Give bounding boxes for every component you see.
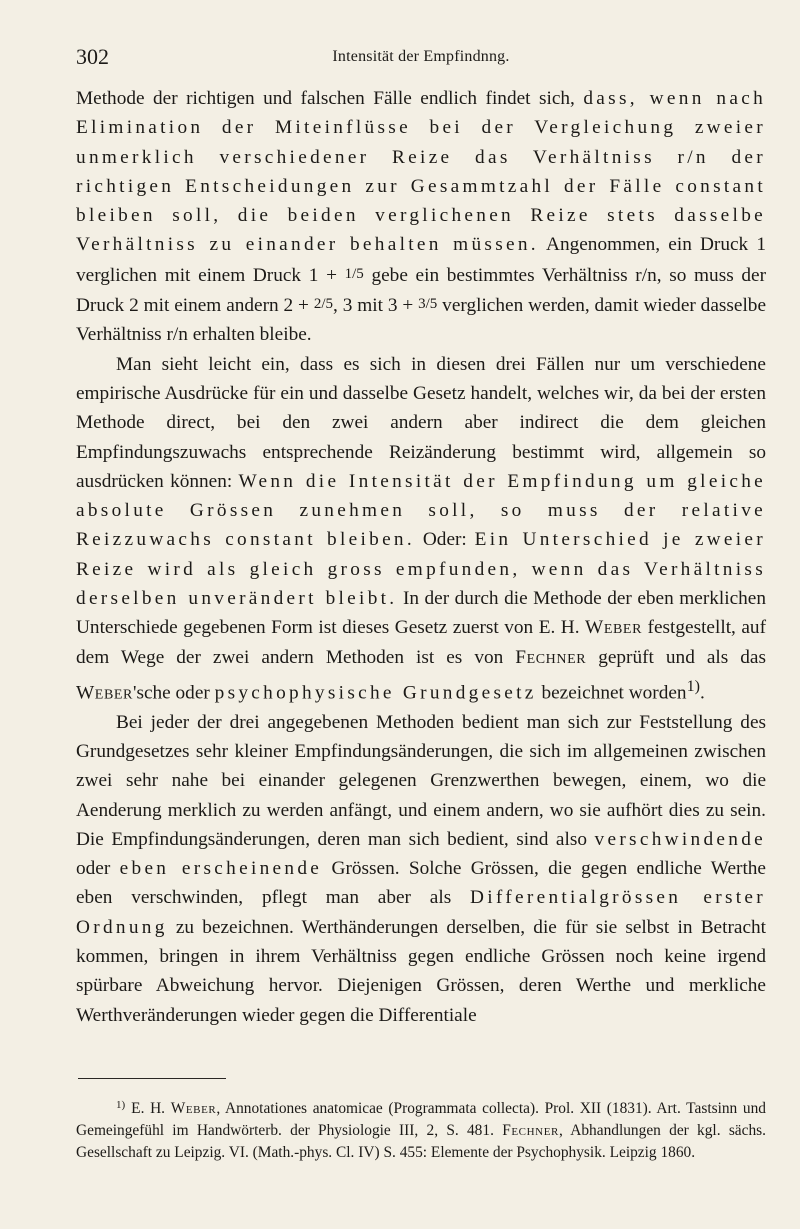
author-name: Weber xyxy=(170,1100,217,1117)
text-run: Oder: xyxy=(415,529,475,551)
author-name: Fechner xyxy=(515,646,587,668)
spaced-emphasis: dass, wenn nach Elimination der Miteinflüsse bei der Vergleichung zweier unmerklich verschiedener Reize das Verhältniss r/n der richtigen Entscheidungen zur Gesammtzahl der Fälle constant bleiben soll, die beiden verglichenen Reize stets dasselbe Verhältniss zu einander behalten müssen. xyxy=(76,88,767,256)
fraction: 2/5 xyxy=(313,296,333,313)
text-run: In der durch die Methode der eben merklichen Unterschiede gegebenen Form ist dieses Gesetz zuerst von E. H. xyxy=(76,588,766,639)
spaced-emphasis: verschwindende xyxy=(594,828,766,850)
footnote-divider xyxy=(78,1078,226,1079)
body-text xyxy=(76,84,766,1030)
page-number: 302 xyxy=(76,44,109,69)
footnote-marker: 1) xyxy=(116,1099,126,1111)
fraction: 1/5 xyxy=(344,265,364,282)
text-run: oder xyxy=(76,858,120,880)
text-run: zu bezeichnen. Werthänderungen derselben, die für sie selbst in Betracht kommen, bringen in ihrem Verhältniss gegen endliche Grössen noch keine irgend spürbare Abweichung hervor. Diejenigen Grössen, deren Werthe und merkliche Werthveränderungen wieder gegen die Differentiale xyxy=(76,916,766,1026)
spaced-emphasis: eben erscheinende xyxy=(119,858,323,880)
paragraph-3 xyxy=(76,708,766,1030)
page-header xyxy=(76,44,766,74)
text-run: E. H. xyxy=(131,1100,171,1117)
text-run: 'sche oder xyxy=(132,682,215,704)
footnote xyxy=(76,1094,766,1164)
author-name: Fechner xyxy=(502,1122,559,1139)
text-run: Man sieht leicht ein, dass es sich in diesen drei Fällen nur um verschiedene empirische Ausdrücke für ein und dasselbe Gesetz handelt, welches wir, da bei der ersten Methode direct, bei den zwei andern aber indirect die dem gleichen Empfindungszuwachs entsprechende Reizänderung bestimmt wird, allgemein so ausdrücken können: xyxy=(76,353,766,492)
text-run: gebe ein bestimmtes Verhältniss r/n, so muss der Druck 2 mit einem andern 2 + xyxy=(76,264,766,317)
spaced-emphasis: Ein Unterschied je zweier Reize wird als gleich gross empfunden, wenn das Verhältniss derselben unverändert bleibt. xyxy=(76,529,767,610)
text-run: festgestellt, auf dem Wege der zwei andern Methoden ist es von xyxy=(76,617,766,668)
text-run: . xyxy=(699,682,705,704)
text-run: Methode der richtigen und falschen Fälle endlich findet sich, xyxy=(76,88,584,109)
paragraph-2 xyxy=(76,350,766,708)
paragraph-1 xyxy=(76,84,766,350)
text-run: geprüft und als das xyxy=(586,646,766,668)
fraction: 3/5 xyxy=(418,296,438,313)
footnote-reference: 1) xyxy=(686,677,700,695)
spaced-emphasis: psychophysische Grundgesetz xyxy=(214,682,537,704)
text-run: , Abhandlungen der kgl. sächs. Gesellschaft zu Leipzig. VI. (Math.-phys. Cl. IV) S. 455: Elemente der Psychophysik. Leipzig 1860. xyxy=(76,1122,767,1161)
text-run: Grössen. Solche Grössen, die gegen endliche Werthe eben verschwinden, pflegt man aber als xyxy=(76,858,766,909)
text-run: , 3 mit 3 + xyxy=(333,295,419,317)
text-run: Bei jeder der drei angegebenen Methoden bedient man sich zur Feststellung des Grundgesetzes sehr kleiner Empfindungsänderungen, die sich im allgemeinen zwischen zwei sehr nahe bei einander gelegenen Grenzwerthen bewegen, einem, wo die Aenderung merklich zu werden anfängt, und einem andern, wo sie aufhört dies zu sein. Die Empfindungsänderungen, deren man sich bedient, sind also xyxy=(76,711,766,850)
text-run: verglichen werden, damit wieder dasselbe Verhältniss r/n erhalten bleibe. xyxy=(76,295,766,346)
spaced-emphasis: Differentialgrössen erster Ordnung xyxy=(76,887,766,938)
author-name: Weber xyxy=(76,682,133,704)
running-title: Intensität der Empfindnng. xyxy=(332,48,510,65)
author-name: Weber xyxy=(585,617,643,639)
text-run: , Annotationes anatomicae (Programmata collecta). Prol. XII (1831). Art. Tastsinn und Gemeingefühl im Handwörterb. der Physiologie III, 2, S. 481. xyxy=(76,1100,766,1139)
spaced-emphasis: Wenn die Intensität der Empfindung um gleiche absolute Grössen zunehmen soll, so muss der relative Reizzuwachs constant bleiben. xyxy=(76,470,767,551)
text-run: bezeichnet worden xyxy=(536,682,687,704)
text-run: Angenommen, ein Druck 1 verglichen mit einem Druck 1 + xyxy=(76,234,767,286)
